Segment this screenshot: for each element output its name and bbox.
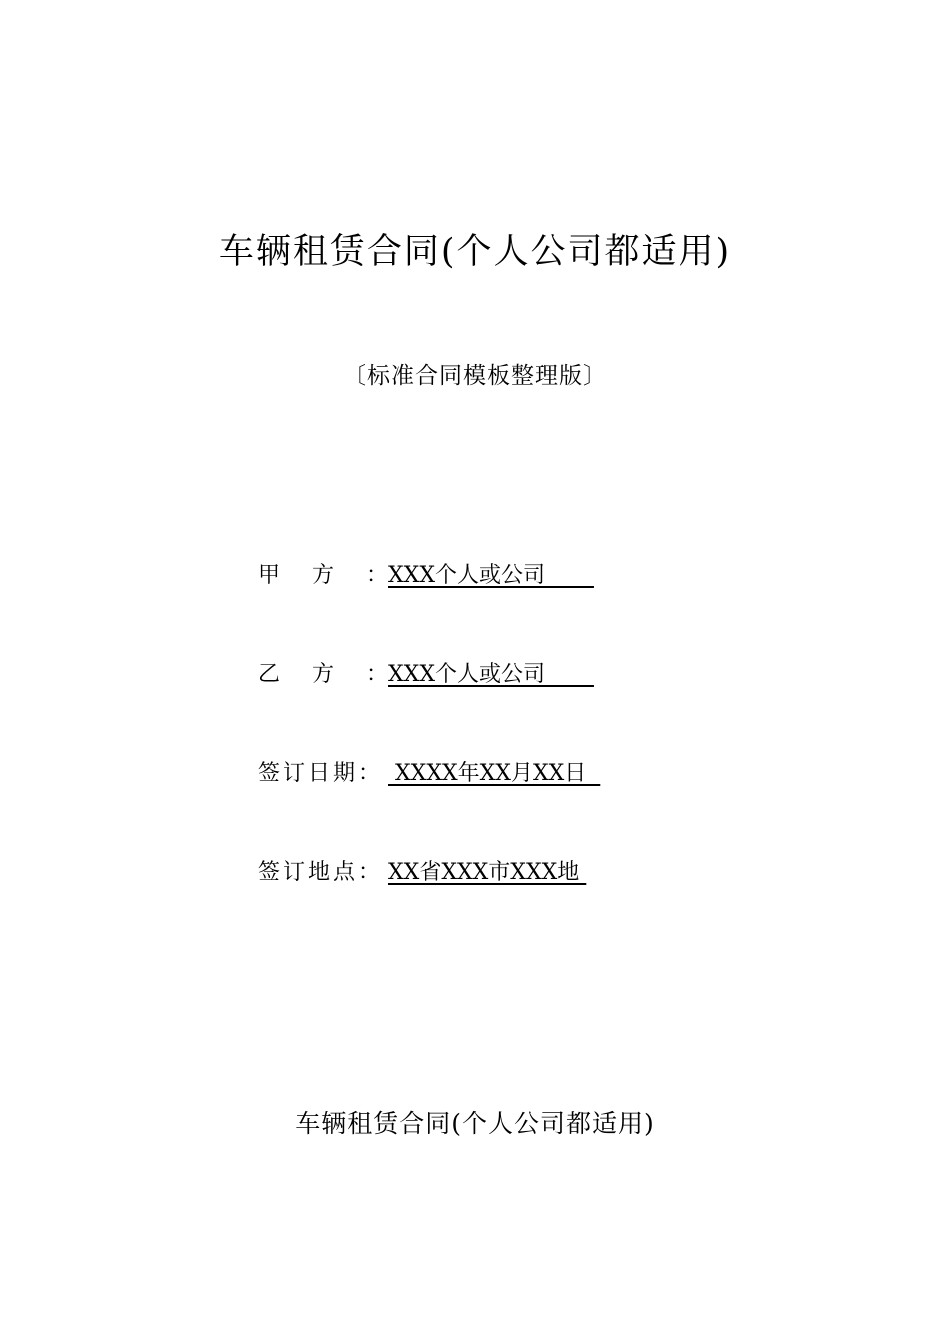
- party-b-label: 乙方：: [258, 662, 388, 687]
- party-b-field: [258, 659, 594, 691]
- document-title: 车辆租赁合同(个人公司都适用): [218, 232, 732, 272]
- party-b-value: XXX个人或公司: [388, 662, 594, 687]
- sign-date-field: [258, 758, 600, 790]
- party-a-field: [258, 560, 594, 592]
- sign-place-field: [258, 857, 586, 889]
- sign-date-label: 签订日期：: [258, 761, 384, 786]
- sign-place-value: XX省XXX市XXX地: [388, 860, 587, 885]
- document-subtitle: 〔标准合同模板整理版〕: [343, 363, 607, 389]
- sign-date-value: XXXX年XX月XX日: [388, 761, 601, 786]
- footer-title: 车辆租赁合同(个人公司都适用): [295, 1109, 655, 1138]
- party-a-value: XXX个人或公司: [388, 563, 594, 588]
- party-a-label: 甲方：: [258, 563, 388, 588]
- sign-place-label: 签订地点：: [258, 860, 384, 885]
